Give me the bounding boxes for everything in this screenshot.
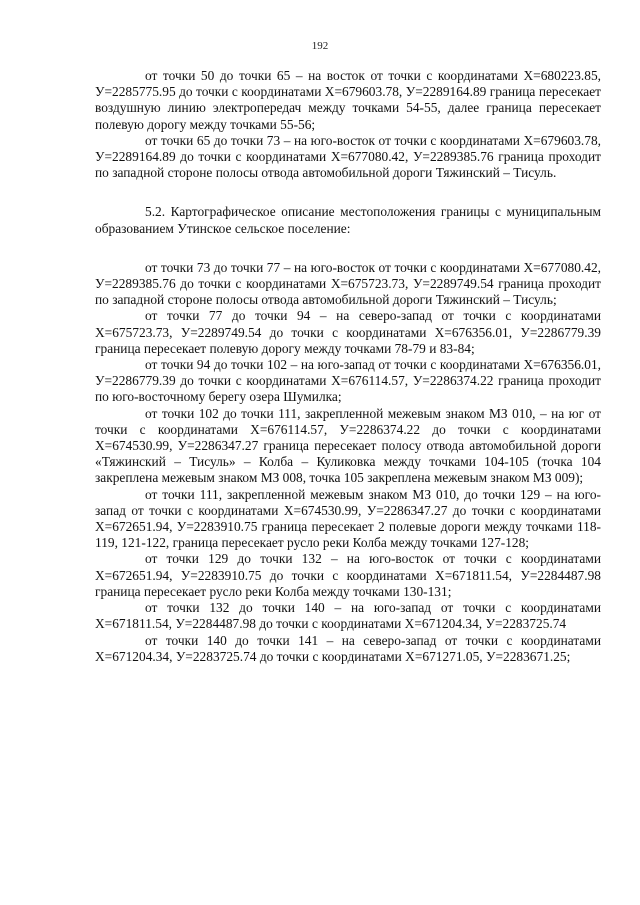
paragraph: от точки 132 до точки 140 – на юго-запад от точки с координатами Х=671811.54, У=2284487.98 до точки с координатами Х=671204.34, У=2283725.74 — [95, 600, 601, 632]
page-number: 192 — [311, 40, 329, 52]
section-heading: 5.2. Картографическое описание местоположения границы с муниципальным образованием Утинское сельское поселение: — [95, 204, 601, 236]
paragraph: от точки 94 до точки 102 – на юго-запад от точки с координатами Х=676356.01, У=2286779.39 до точки с координатами Х=676114.57, У=2286374.22 граница проходит по юго-восточному берегу озера Шумилка; — [95, 357, 601, 405]
paragraph: от точки 77 до точки 94 – на северо-запад от точки с координатами Х=675723.73, У=2289749.54 до точки с координатами Х=676356.01, У=2286779.39 граница пересекает полевую дорогу между точками 78-79 и 83-84; — [95, 308, 601, 356]
paragraph: от точки 102 до точки 111, закрепленной межевым знаком МЗ 010, – на юг от точки с координатами Х=676114.57, У=2286374.22 до точки с координатами Х=674530.99, У=2286347.27 граница пересекает полосу отвода автомобильной дороги «Тяжинский – Тисуль» – Колба – Куликовка между точками 104-105 (точка 104 закреплена межевым знаком МЗ 008, точка 105 закреплена межевым знаком МЗ 009); — [95, 405, 601, 486]
paragraph: от точки 65 до точки 73 – на юго-восток от точки с координатами Х=679603.78, У=2289164.89 до точки с координатами Х=677080.42, У=2289385.76 граница проходит по западной стороне полосы отвода автомобильной дороги Тяжинский – Тисуль. — [95, 132, 601, 181]
paragraph: от точки 111, закрепленной межевым знаком МЗ 010, до точки 129 – на юго-запад от точки с координатами Х=674530.99, У=2286347.27 до точки с координатами Х=672651.94, У=2283910.75 граница пересекает 2 полевые дороги между точками 118-119, 121-122, граница пересекает русло реки Колба между точками 127-128; — [95, 486, 601, 551]
document-body — [95, 68, 601, 665]
paragraph: от точки 50 до точки 65 – на восток от точки с координатами Х=680223.85, У=2285775.95 до точки с координатами Х=679603.78, У=2289164.89 граница пересекает воздушную линию электропередач между точками 54-55, далее граница пересекает полевую дорогу между точками 55-56; — [95, 68, 601, 132]
paragraph: от точки 73 до точки 77 – на юго-восток от точки с координатами Х=677080.42, У=2289385.76 до точки с координатами Х=675723.73, У=2289749.54 граница проходит по западной стороне полосы отвода автомобильной дороги Тяжинский – Тисуль; — [95, 259, 601, 308]
paragraph: от точки 129 до точки 132 – на юго-восток от точки с координатами Х=672651.94, У=2283910.75 до точки с координатами Х=671811.54, У=2284487.98 граница пересекает русло реки Колба между точками 130-131; — [95, 551, 601, 599]
paragraph: от точки 140 до точки 141 – на северо-запад от точки с координатами Х=671204.34, У=2283725.74 до точки с координатами Х=671271.05, У=2283671.25; — [95, 632, 601, 664]
